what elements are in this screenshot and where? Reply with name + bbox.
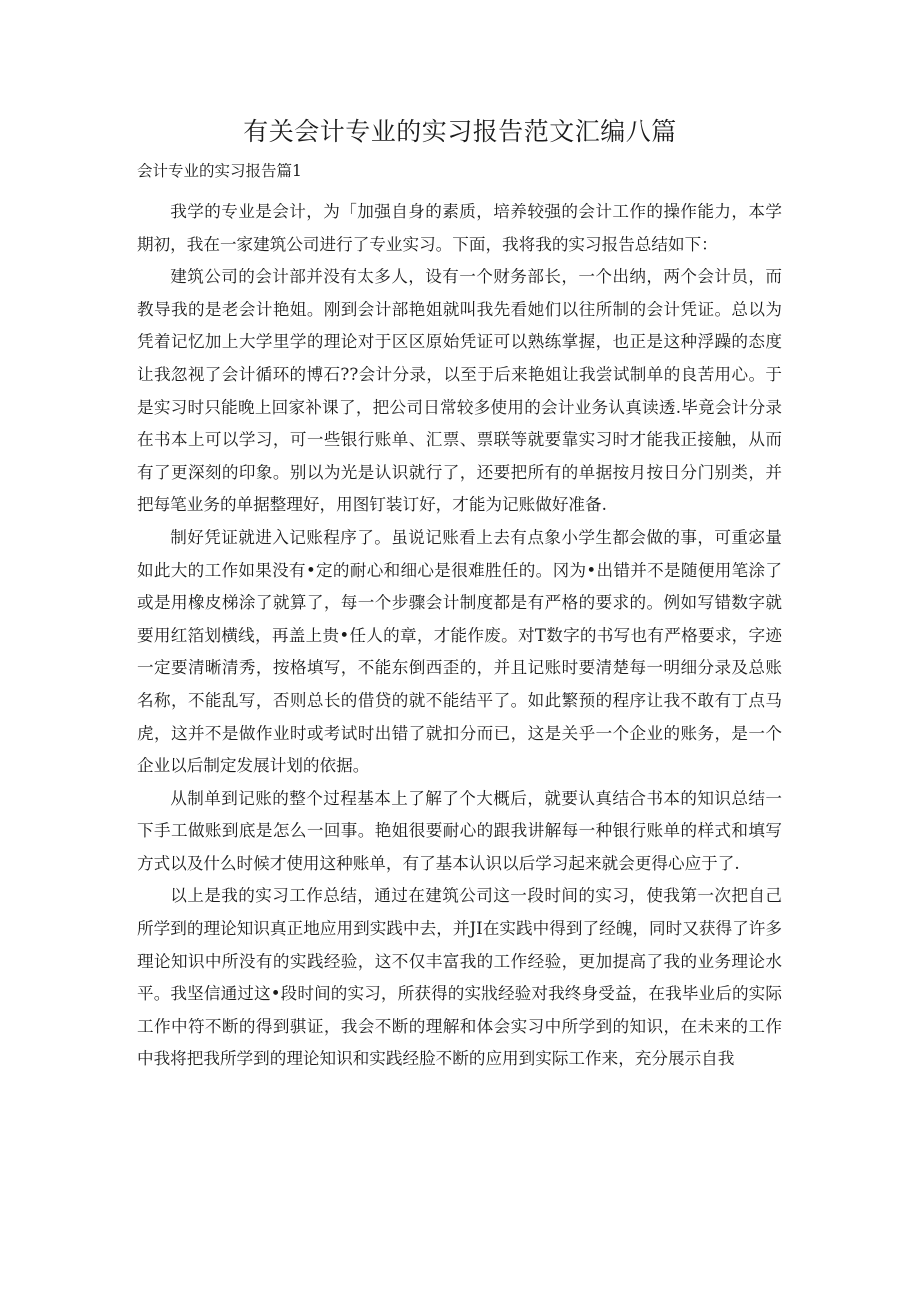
paragraph-3: 制好凭证就进入记账程序了。虽说记账看上去有点象小学生都会做的事，可重宓量如此大的工作如果没有•定的耐心和细心是很难胜任的。冈为•出错并不是随便用笔涂了或是用橡皮梯涂了就算了，每一个步骤会计制度都是有严格的要求的。例如写错数字就要用红箔划横线，再盖上贵•任人的章，才能作废。对T数字的书写也有严格要求，字迹一定要清晰清秀，按格填写，不能东倒西歪的，并且记账时要清楚每一明细分录及总账名称，不能乱写，否则总长的借贷的就不能结平了。如此繁预的程序让我不敢有丁点马虎，这并不是做作业时或考试时出错了就扣分而已，这是关乎一个企业的账务，是一个企业以后制定发展计划的依据。	[137, 527, 782, 776]
section-heading: 会计专业的实习报告篇1	[137, 162, 302, 180]
paragraph-2: 建筑公司的会计部并没有太多人，设有一个财务部长，一个出纳，两个会计员，而教导我的是老会计艳姐。刚到会计部艳姐就叫我先看她们以往所制的会计凭证。总以为凭着记忆加上大学里学的理论对于区区原始凭证可以熟练掌握，也正是这种浮躁的态度让我忽视了会计循环的博石??会计分录，以至于后来艳姐让我尝试制单的良苦用心。于是实习时只能晚上回家补课了，把公司日常较多使用的会计业务认真读透.毕竟会计分录在书本上可以学习，可一些银行账单、汇票、票联等就要靠实习时才能我正接触，从而有了更深刻的印象。别以为光是认识就行了，还要把所有的单据按月按日分门别类，并把每笔业务的单据整理好，用图钉装订好，才能为记账做好准备.	[137, 267, 782, 515]
paragraph-5: 以上是我的实习工作总结，通过在建筑公司这一段时间的实习，使我第一次把自己所学到的理论知识真正地应用到实践中去，并JI在实践中得到了经魄，同时又获得了许多理论知识中所没有的实践经验，这不仅丰富我的工作经验，更加提高了我的业务理论水平。我坚信通过这•段时间的实习，所获得的实戕经验对我终身受益，在我毕业后的实际工作中符不断的得到骐证，我会不断的理解和体会实习中所学到的知识，在未来的工作中我将把我所学到的理论知识和实践经脸不断的应用到实际工作来，充分展示自我	[137, 886, 782, 1069]
document-title: 有关会计专业的实习报告范文汇编八篇	[243, 117, 677, 146]
paragraph-1: 我学的专业是会计，为「加强自身的素质，培养较强的会计工作的操作能力，本学期初，我在一家建筑公司进行了专业实习。下面，我将我的实习报告总结如下：	[137, 202, 782, 254]
paragraph-4: 从制单到记账的整个过程基本上了解了个大概后，就要认真结合书本的知识总结一下手工做账到底是怎么一回事。艳姐很要耐心的跟我讲解每一种银行账单的样式和填写方式以及什么时候才使用这种账单，有了基本认识以后学习起来就会更得心应于了.	[137, 788, 782, 873]
document-body	[137, 196, 782, 1076]
